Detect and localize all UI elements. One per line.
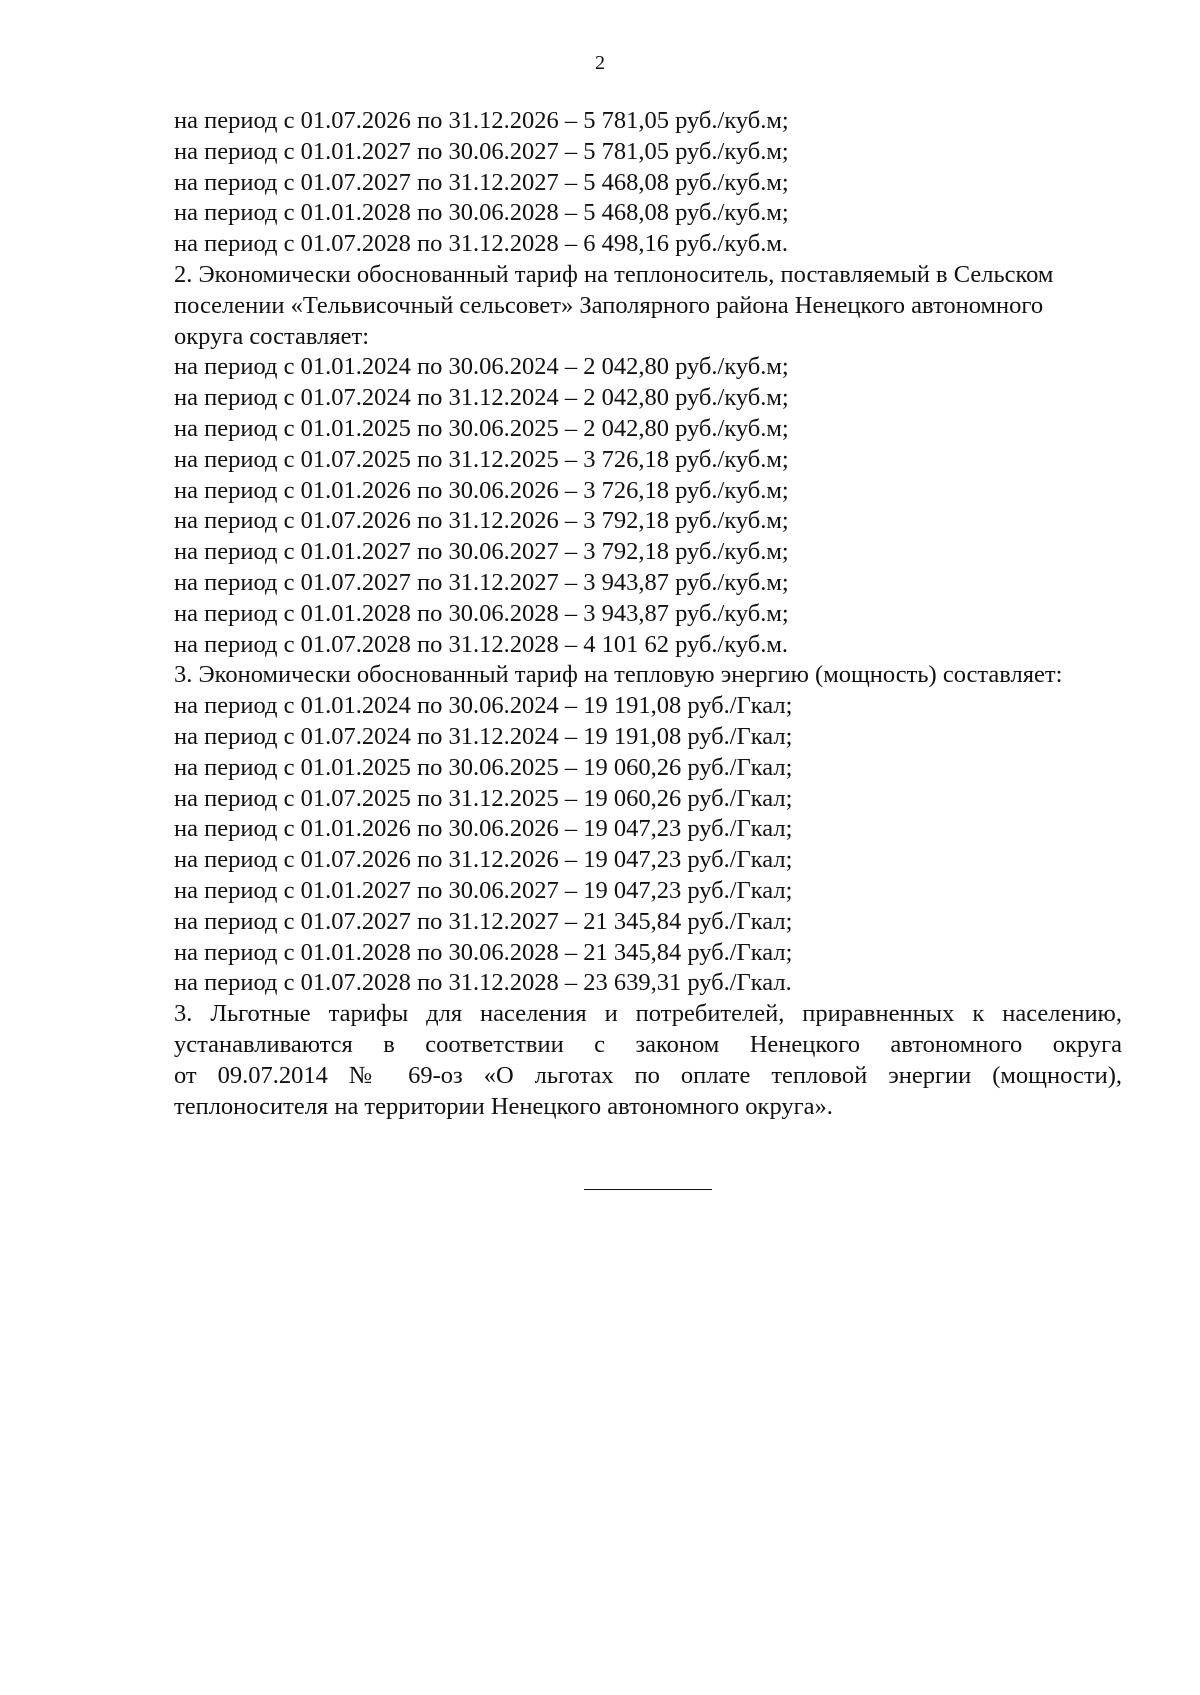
section-heading: 3. Экономически обоснованный тариф на тепловую энергию (мощность) составляет: — [174, 661, 1063, 689]
tariff-line: на период с 01.07.2027 по 31.12.2027 – 21 345,84 руб./Гкал; — [174, 907, 793, 935]
tariff-line: на период с 01.01.2028 по 30.06.2028 – 3 943,87 руб./куб.м; — [174, 599, 789, 627]
tariff-line: на период с 01.07.2024 по 31.12.2024 – 19 191,08 руб./Гкал; — [174, 722, 793, 750]
section-heading: поселении «Тельвисочный сельсовет» Заполярного района Ненецкого автономного — [174, 291, 1044, 319]
end-of-document-rule — [584, 1189, 712, 1190]
tariff-line: на период с 01.07.2027 по 31.12.2027 – 3 943,87 руб./куб.м; — [174, 568, 789, 596]
tariff-line: на период с 01.01.2028 по 30.06.2028 – 21 345,84 руб./Гкал; — [174, 938, 793, 966]
section-heading: округа составляет: — [174, 322, 369, 350]
page-number: 2 — [595, 52, 605, 74]
document-body — [174, 106, 1122, 1122]
tariff-line: на период с 01.07.2026 по 31.12.2026 – 3 792,18 руб./куб.м; — [174, 507, 789, 535]
tariff-line: на период с 01.01.2024 по 30.06.2024 – 19 191,08 руб./Гкал; — [174, 692, 793, 720]
paragraph-line: устанавливаются в соответствии с законом Ненецкого автономного округа — [174, 1030, 1122, 1058]
tariff-line: на период с 01.07.2028 по 31.12.2028 – 23 639,31 руб./Гкал. — [174, 969, 792, 997]
paragraph-line: 3. Льготные тарифы для населения и потребителей, приравненных к населению, — [174, 1000, 1122, 1028]
tariff-line: на период с 01.07.2025 по 31.12.2025 – 3 726,18 руб./куб.м; — [174, 445, 789, 473]
tariff-line: на период с 01.01.2024 по 30.06.2024 – 2 042,80 руб./куб.м; — [174, 353, 789, 381]
tariff-line: на период с 01.01.2027 по 30.06.2027 – 5 781,05 руб./куб.м; — [174, 137, 789, 165]
tariff-line: на период с 01.01.2025 по 30.06.2025 – 2 042,80 руб./куб.м; — [174, 414, 789, 442]
tariff-line: на период с 01.07.2025 по 31.12.2025 – 19 060,26 руб./Гкал; — [174, 784, 793, 812]
tariff-line: на период с 01.01.2028 по 30.06.2028 – 5 468,08 руб./куб.м; — [174, 199, 789, 227]
tariff-line: на период с 01.01.2026 по 30.06.2026 – 19 047,23 руб./Гкал; — [174, 815, 793, 843]
benefit-tariffs-paragraph — [174, 999, 1122, 1122]
tariff-line: на период с 01.07.2028 по 31.12.2028 – 6 498,16 руб./куб.м. — [174, 230, 789, 258]
paragraph-line: теплоносителя на территории Ненецкого автономного округа». — [174, 1092, 833, 1120]
paragraph-line: от 09.07.2014 № 69-оз «О льготах по оплате тепловой энергии (мощности), — [174, 1061, 1122, 1089]
tariff-line: на период с 01.01.2026 по 30.06.2026 – 3 726,18 руб./куб.м; — [174, 476, 789, 504]
section-heading: 2. Экономически обоснованный тариф на теплоноситель, поставляемый в Сельском — [174, 260, 1054, 288]
tariff-line: на период с 01.07.2027 по 31.12.2027 – 5 468,08 руб./куб.м; — [174, 168, 789, 196]
tariff-line: на период с 01.07.2024 по 31.12.2024 – 2 042,80 руб./куб.м; — [174, 384, 789, 412]
tariff-line: на период с 01.01.2025 по 30.06.2025 – 19 060,26 руб./Гкал; — [174, 753, 793, 781]
tariff-line: на период с 01.07.2026 по 31.12.2026 – 5 781,05 руб./куб.м; — [174, 107, 789, 134]
coolant-tariff-section — [174, 260, 1122, 660]
tariff-line: на период с 01.01.2027 по 30.06.2027 – 3 792,18 руб./куб.м; — [174, 538, 789, 566]
tariff-line: на период с 01.07.2028 по 31.12.2028 – 4 101 62 руб./куб.м. — [174, 630, 789, 658]
tariff-line: на период с 01.07.2026 по 31.12.2026 – 19 047,23 руб./Гкал; — [174, 846, 793, 874]
tariff-line: на период с 01.01.2027 по 30.06.2027 – 19 047,23 руб./Гкал; — [174, 876, 793, 904]
heat-energy-tariff-section — [174, 660, 1122, 999]
water-tariff-list — [174, 106, 1122, 260]
